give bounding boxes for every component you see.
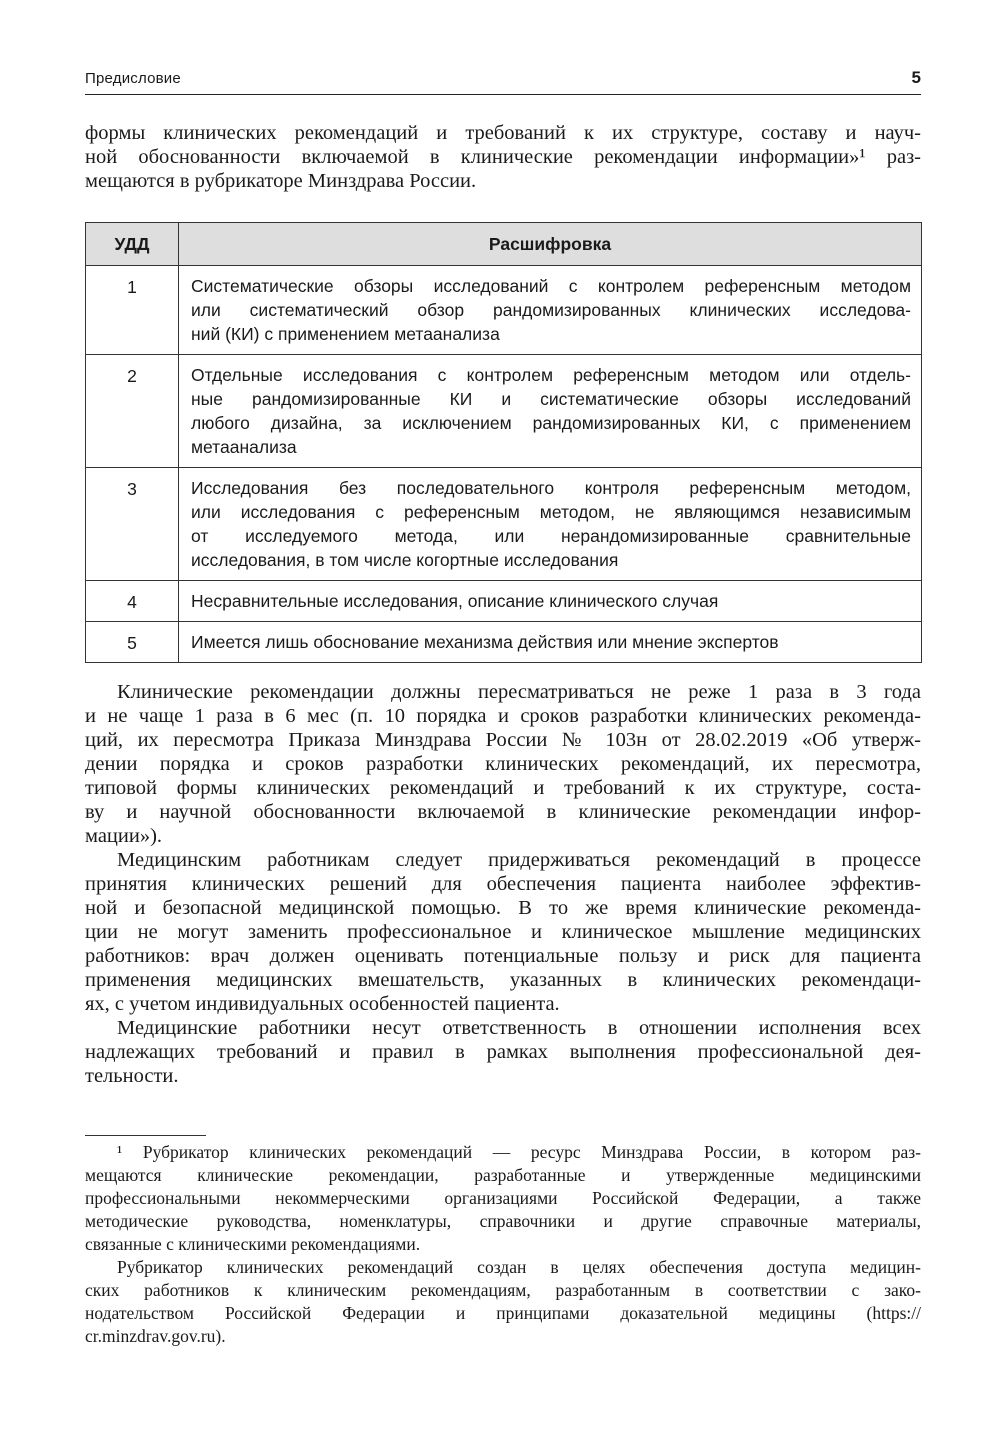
section-title: Предисловие <box>85 70 181 87</box>
text-line: ву и научной обоснованности включаемой в клинические рекомендации инфор- <box>85 801 921 823</box>
text-line: любого дизайна, за исключением рандомизированных КИ, с применением <box>191 413 911 433</box>
text-line: ¹ Рубрикатор клинических рекомендаций — ресурс Минздрава России, в котором раз- <box>117 1142 921 1162</box>
table-row <box>86 266 922 355</box>
paragraph <box>85 848 921 1016</box>
evidence-level: 1 <box>86 266 179 355</box>
text-line: применения медицинских вмешательств, указанных в клинических рекомендаци- <box>85 969 921 991</box>
text-line: исследования, в том числе когортные исследования <box>191 550 619 570</box>
text-line: типовой формы клинических рекомендаций и требований к их структуре, соста- <box>85 777 921 799</box>
text-line: Имеется лишь обоснование механизма действия или мнение экспертов <box>191 632 779 652</box>
evidence-level: 5 <box>86 622 179 663</box>
evidence-level: 2 <box>86 355 179 468</box>
text-line: работников: врач должен оценивать потенциальные пользу и риск для пациента <box>85 945 921 967</box>
evidence-level: 3 <box>86 468 179 581</box>
evidence-description <box>179 355 922 468</box>
text-line: ной обоснованности включаемой в клинические рекомендации информации»¹ раз- <box>85 146 921 168</box>
column-header-udd: УДД <box>86 223 179 266</box>
text-line: мации»). <box>85 825 163 847</box>
text-line: метаанализа <box>191 437 297 457</box>
text-line: Систематические обзоры исследований с контролем референсным методом <box>191 276 911 296</box>
text-line: Отдельные исследования с контролем референсным методом или отдель- <box>191 365 911 385</box>
evidence-description <box>179 266 922 355</box>
text-line: ских работников к клиническим рекомендациям, разработанным в соответствии с зако- <box>85 1280 921 1300</box>
intro-paragraph <box>85 121 921 193</box>
paragraph <box>85 680 921 848</box>
paragraph <box>85 1016 921 1088</box>
text-line: Исследования без последовательного контроля референсным методом, <box>191 478 911 498</box>
text-line: дении порядка и сроков разработки клинических рекомендаций, их пересмотра, <box>85 753 921 775</box>
text-line: нодательством Российской Федерации и принципами доказательной медицины (https:// <box>85 1303 921 1323</box>
text-line: и не чаще 1 раза в 6 мес (п. 10 порядка и сроков разработки клинических рекоменда- <box>85 705 921 727</box>
text-line: или исследования с референсным методом, не являющимся независимым <box>191 502 911 522</box>
footnote <box>85 1256 921 1348</box>
text-line: принятия клинических решений для обеспечения пациента наиболее эффектив- <box>85 873 921 895</box>
text-line: связанные с клиническими рекомендациями. <box>85 1234 421 1254</box>
table-row <box>86 355 922 468</box>
text-line: надлежащих требований и правил в рамках выполнения профессиональной дея- <box>85 1041 921 1063</box>
table-row <box>86 581 922 622</box>
text-line: Медицинским работникам следует придерживаться рекомендаций в процессе <box>117 849 921 871</box>
evidence-description <box>179 622 922 663</box>
text-line: или систематический обзор рандомизированных клинических исследова- <box>191 300 911 320</box>
text-line: ные рандомизированные КИ и систематические обзоры исследований <box>191 389 911 409</box>
text-line: ции не могут заменить профессиональное и клиническое мышление медицинских <box>85 921 921 943</box>
page-number: 5 <box>911 68 921 87</box>
footnotes <box>85 1141 921 1348</box>
table-row <box>86 622 922 663</box>
text-line: ной и безопасной медицинской помощью. В то же время клинические рекоменда- <box>85 897 921 919</box>
text-line: Рубрикатор клинических рекомендаций создан в целях обеспечения доступа медицин- <box>117 1257 921 1277</box>
text-line: тельности. <box>85 1065 179 1087</box>
body-text <box>85 680 921 1088</box>
evidence-level-table <box>85 222 922 663</box>
text-line: Клинические рекомендации должны пересматриваться не реже 1 раза в 3 года <box>117 681 921 703</box>
text-line: методические руководства, номенклатуры, справочники и другие справочные материалы, <box>85 1211 921 1231</box>
text-line: профессиональными некоммерческими организациями Российской Федерации, а также <box>85 1188 921 1208</box>
text-line: формы клинических рекомендаций и требований к их структуре, составу и науч- <box>85 122 921 144</box>
text-line: ций, их пересмотра Приказа Минздрава России № 103н от 28.02.2019 «Об утверж- <box>85 729 921 751</box>
evidence-level: 4 <box>86 581 179 622</box>
text-line: ях, с учетом индивидуальных особенностей пациента. <box>85 993 560 1015</box>
footnote-separator <box>85 1135 206 1136</box>
table-row <box>86 468 922 581</box>
text-line: мещаются клинические рекомендации, разработанные и утвержденные медицинскими <box>85 1165 921 1185</box>
text-line: cr.minzdrav.gov.ru). <box>85 1326 226 1346</box>
text-line: Медицинские работники несут ответственность в отношении исполнения всех <box>117 1017 921 1039</box>
text-line: Несравнительные исследования, описание клинического случая <box>191 591 719 611</box>
text-line: от исследуемого метода, или нерандомизированные сравнительные <box>191 526 911 546</box>
text-line: ний (КИ) с применением метаанализа <box>191 324 500 344</box>
evidence-description <box>179 468 922 581</box>
footnote <box>85 1141 921 1256</box>
running-header <box>85 66 921 95</box>
text-line: мещаются в рубрикаторе Минздрава России. <box>85 170 477 192</box>
column-header-description: Расшифровка <box>179 223 922 266</box>
evidence-description <box>179 581 922 622</box>
